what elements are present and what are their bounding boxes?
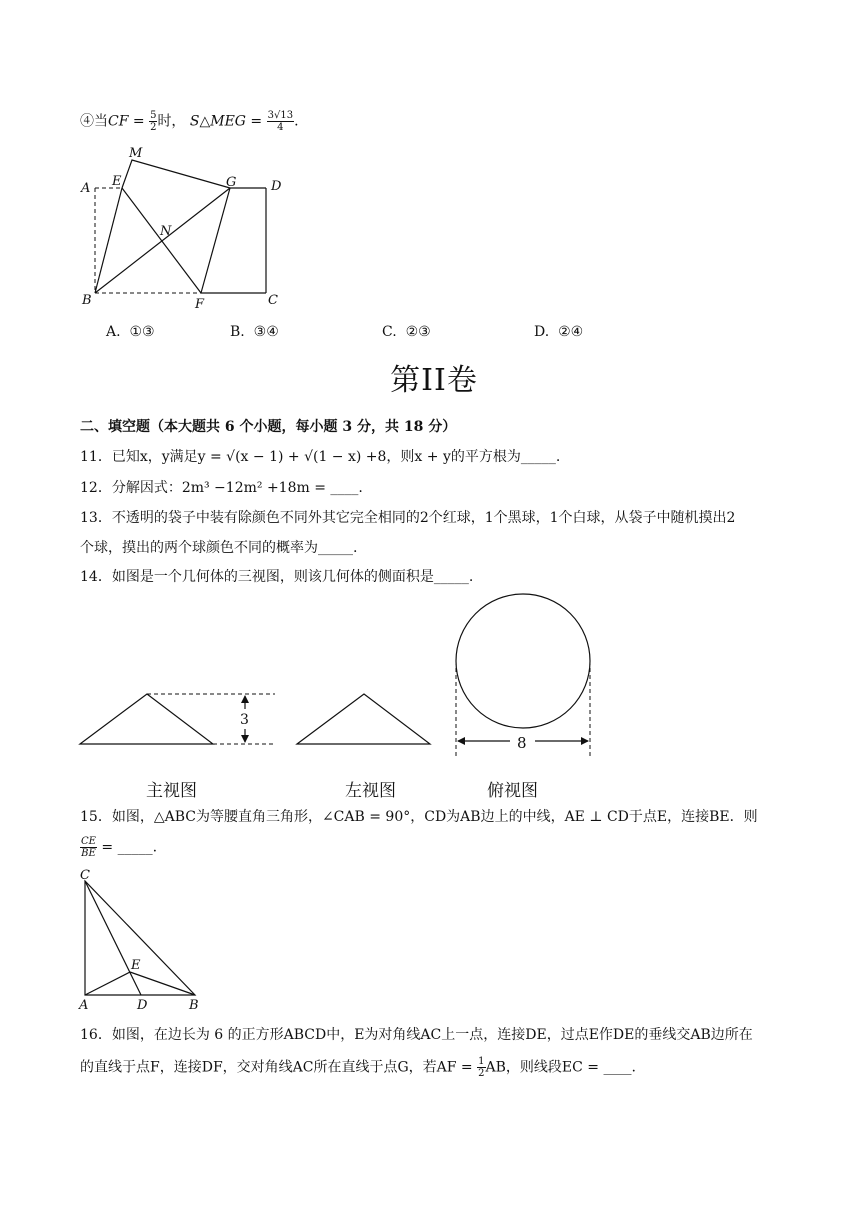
question-14: 14．如图是一个几何体的三视图，则该几何体的侧面积是_____. (80, 569, 474, 585)
label-f: F (195, 297, 205, 312)
front-view-triangle (80, 694, 213, 744)
question-16-line1: 16．如图，在边长为 6 的正方形ABCD中，E为对角线AC上一点，连接DE，过点E作DE的垂线交AB边所在 (80, 1027, 753, 1043)
question-12: 12．分解因式：2m³ −12m² +18m = ____. (80, 480, 363, 496)
option-d[interactable]: D. ②④ (534, 324, 584, 340)
caption-top-view: 俯视图 (487, 781, 538, 801)
label-g: G (226, 175, 237, 190)
top-view-circle (456, 594, 590, 728)
option-b[interactable]: B. ③④ (230, 324, 279, 340)
segment-ae (85, 972, 130, 995)
edge-eb (95, 188, 122, 293)
question-13-line2: 个球，摸出的两个球颜色不同的概率为_____. (80, 540, 358, 556)
ce-be-fraction: $\frac{CE}{BE}$ (81, 836, 96, 859)
section-header: 二、填空题（本大题共 6 个小题，每小题 3 分，共 18 分） (80, 419, 457, 435)
label-e: E (131, 958, 141, 973)
label-a: A (81, 181, 91, 196)
option-a[interactable]: A. ①③ (106, 324, 155, 340)
question-15-line1: 15．如图，△ABC为等腰直角三角形，∠CAB = 90°，CD为AB边上的中线，AE ⊥ CD于点E，连接BE．则 (80, 809, 758, 825)
statement-marker: ④ (80, 113, 94, 130)
fraction: $\frac{5}{2}$ (150, 110, 157, 133)
arrow-down-icon (241, 735, 249, 743)
arrow-up-icon (241, 695, 249, 703)
caption-left-view: 左视图 (345, 781, 396, 801)
width-label: 8 (517, 734, 527, 752)
label-b: B (189, 998, 199, 1013)
question-11: 11．已知x，y满足y = √(x − 1) + √(1 − x) +8，则x + y的平方根为_____. (80, 449, 561, 465)
q15-figure (76, 868, 211, 1013)
label-d: D (137, 998, 148, 1013)
label-a: A (79, 998, 89, 1013)
median-cd (85, 881, 141, 995)
arrow-right-icon (581, 737, 589, 745)
part-title: 第II卷 (390, 363, 478, 398)
fold-mge (122, 160, 230, 188)
caption-front-view: 主视图 (146, 781, 197, 801)
q10-statement-4: ④当CF = $\frac{5}{2}$ 时， S△MEG = $\frac{3√13}{4}$ . (80, 110, 299, 133)
label-c: C (80, 868, 90, 883)
question-15-line2: $\frac{CE}{BE}$ = _____. (81, 836, 158, 859)
option-c[interactable]: C. ②③ (382, 324, 431, 340)
diag-bg (95, 188, 230, 293)
triangle-abc (85, 881, 195, 995)
left-view-triangle (297, 694, 430, 744)
diag-ef (122, 188, 201, 293)
half-fraction: $\frac{1}{2}$ (478, 1056, 485, 1079)
arrow-left-icon (457, 737, 465, 745)
area-fraction: $\frac{3√13}{4}$ (267, 110, 294, 133)
three-views-figure (75, 590, 615, 760)
edge-gf (201, 188, 230, 293)
q10-figure (78, 140, 298, 315)
label-d: D (271, 179, 282, 194)
label-m: M (129, 146, 143, 161)
label-b: B (82, 293, 92, 308)
question-13-line1: 13．不透明的袋子中装有除颜色不同外其它完全相同的2个红球，1个黑球，1个白球，从袋子中随机摸出2 (80, 510, 736, 526)
label-c: C (268, 293, 278, 308)
height-label: 3 (240, 712, 249, 728)
label-e: E (112, 174, 122, 189)
label-n: N (160, 224, 172, 239)
question-16-line2: 的直线于点F，连接DF，交对角线AC所在直线于点G，若AF = $\frac{1}{2}$ AB，则线段EC = ____. (80, 1056, 636, 1079)
